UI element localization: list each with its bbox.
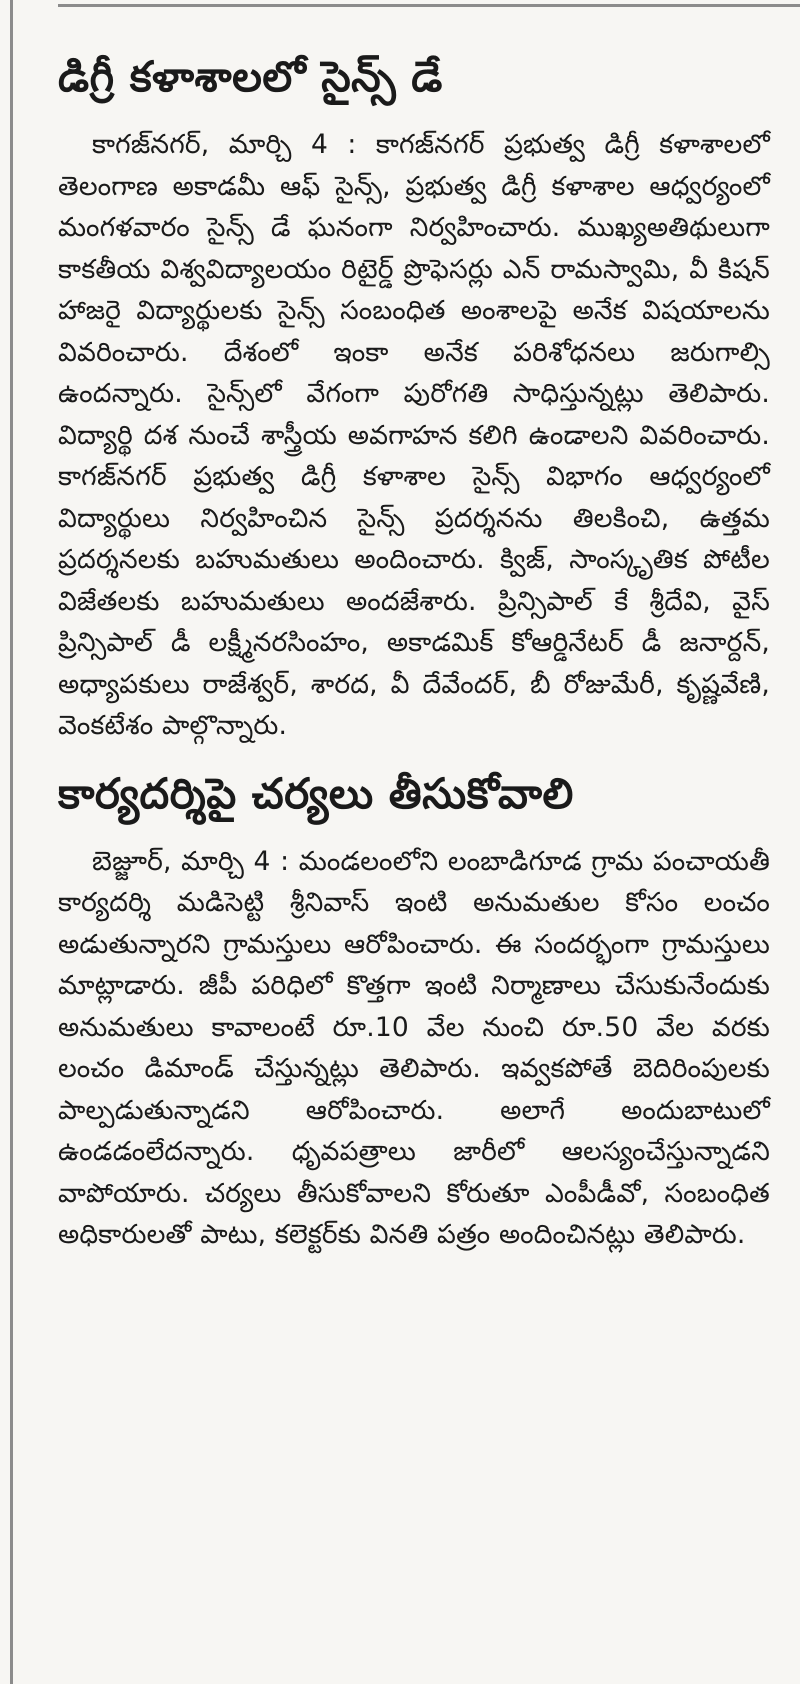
column-rule-top: [58, 4, 800, 7]
newspaper-clipping: [58, 30, 770, 1256]
article-secretary-action: [58, 765, 770, 1256]
article-science-day: [58, 48, 770, 747]
headline: కార్యదర్శిపై చర్యలు తీసుకోవాలి: [58, 768, 574, 818]
article-body: బెజ్జూర్, మార్చి 4 : మండలంలోని లంబాడిగూడ గ్రామ పంచాయతీ కార్యదర్శి మడిసెట్టి శ్రీనివాస్ ఇంటి అనుమతుల కోసం లంచం అడుతున్నారని గ్రామస్తులు ఆరోపించారు. ఈ సందర్భంగా గ్రామస్తులు మాట్లాడారు. జీపీ పరిధిలో కొత్తగా ఇంటి నిర్మాణాలు చేసుకునేందుకు అనుమతులు కావాలంటే రూ.10 వేల నుంచి రూ.50 వేల వరకు లంచం డిమాండ్ చేస్తున్నట్లు తెలిపారు. ఇవ్వకపోతే బెదిరింపులకు పాల్పడుతున్నాడని ఆరోపించారు. అలాగే అందుబాటులో ఉండడంలేదన్నారు. ధృవపత్రాలు జారీలో ఆలస్యంచేస్తున్నాడని వాపోయారు. చర్యలు తీసుకోవాలని కోరుతూ ఎంపీడీవో, సంబంధిత అధికారులతో పాటు, కలెక్టర్‌కు వినతి పత్రం అందించినట్లు తెలిపారు.: [58, 845, 770, 1250]
headline: డిగ్రీ కళాశాలలో సైన్స్ డే: [58, 52, 443, 101]
article-body: కాగజ్‌నగర్, మార్చి 4 : కాగజ్‌నగర్ ప్రభుత్వ డిగ్రీ కళాశాలలో తెలంగాణ అకాడమీ ఆఫ్ సైన్స్, ప్రభుత్వ డిగ్రీ కళాశాల ఆధ్వర్యంలో మంగళవారం సైన్స్ డే ఘనంగా నిర్వహించారు. ముఖ్యఅతిథులుగా కాకతీయ విశ్వవిద్యాలయం రిటైర్డ్ ప్రొఫెసర్లు ఎన్ రామస్వామి, వీ కిషన్ హాజరై విద్యార్థులకు సైన్స్ సంబంధిత అంశాలపై అనేక విషయాలను వివరించారు. దేశంలో ఇంకా అనేక పరిశోధనలు జరుగాల్సి ఉందన్నారు. సైన్స్‌లో వేగంగా పురోగతి సాధిస్తున్నట్లు తెలిపారు. విద్యార్థి దశ నుంచే శాస్త్రీయ అవగాహన కలిగి ఉండాలని వివరించారు. కాగజ్‌నగర్ ప్రభుత్వ డిగ్రీ కళాశాల సైన్స్ విభాగం ఆధ్వర్యంలో విద్యార్థులు నిర్వహించిన సైన్స్ ప్రదర్శనను తిలకించి, ఉత్తమ ప్రదర్శనలకు బహుమతులు అందించారు. క్విజ్, సాంస్కృతిక పోటీల విజేతలకు బహుమతులు అందజేశారు. ప్రిన్సిపాల్ కే శ్రీదేవి, వైస్ ప్రిన్సిపాల్ డీ లక్ష్మీనరసింహం, అకాడమిక్ కోఆర్డినేటర్ డీ జనార్దన్, అధ్యాపకులు రాజేశ్వర్, శారద, వీ దేవేందర్, బీ రోజుమేరీ, కృష్ణవేణి, వెంకటేశం పాల్గొన్నారు.: [58, 129, 770, 741]
column-rule-left: [10, 0, 13, 1684]
